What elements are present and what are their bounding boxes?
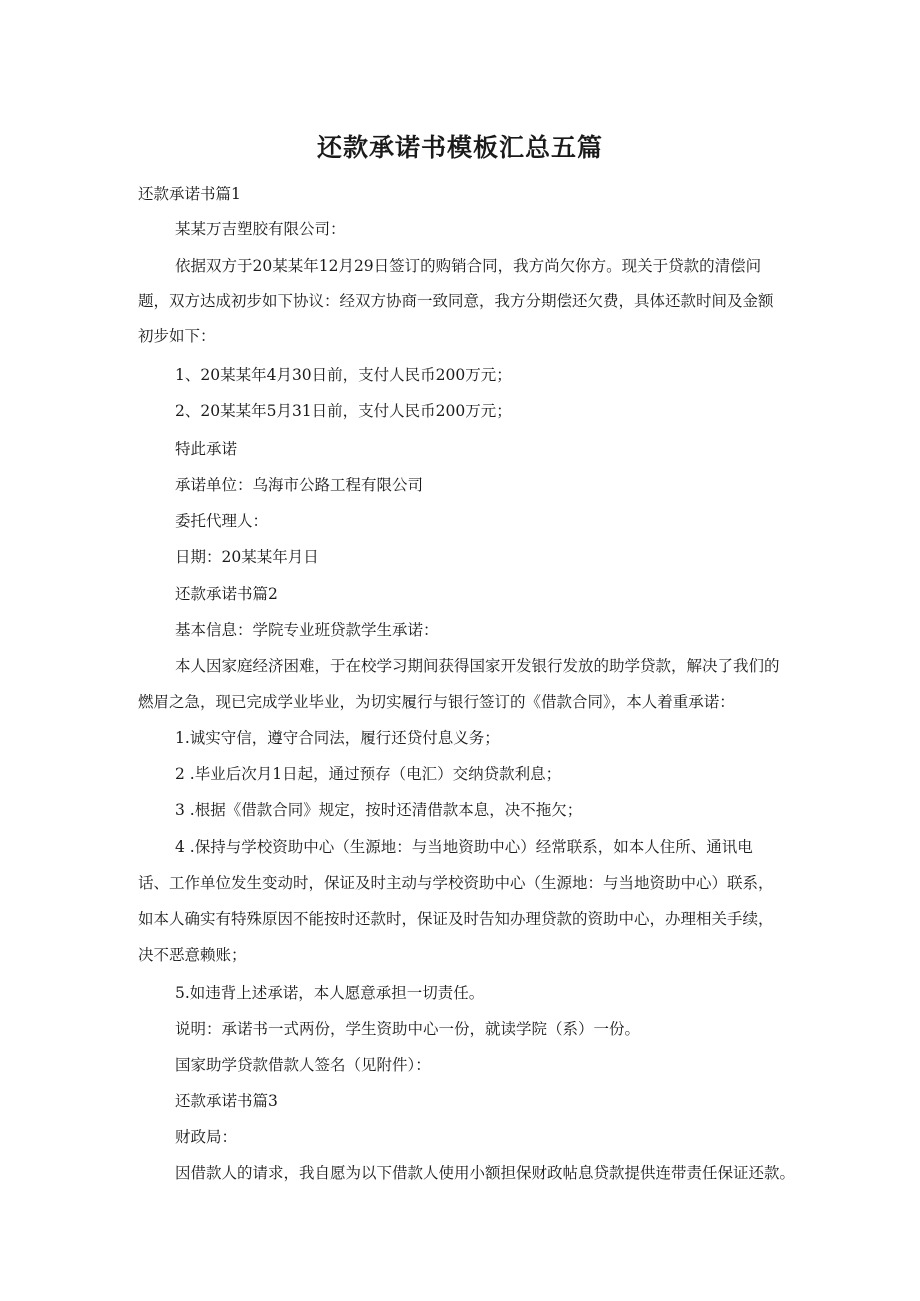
paragraph-line: 本人因家庭经济困难，于在校学习期间获得国家开发银行发放的助学贷款，解决了我们的 — [175, 657, 780, 675]
section-heading-3: 还款承诺书篇3 — [175, 1092, 278, 1110]
paragraph-line: 题，双方达成初步如下协议：经双方协商一致同意，我方分期偿还欠费，具体还款时间及金额 — [138, 292, 774, 310]
list-item: 1、20某某年4月30日前，支付人民币200万元； — [175, 366, 512, 384]
paragraph-line: 委托代理人： — [175, 512, 269, 530]
list-item: 2 .毕业后次月1日起，通过预存（电汇）交纳贷款利息； — [175, 765, 562, 783]
paragraph-line: 特此承诺 — [175, 440, 238, 458]
paragraph-line: 说明：承诺书一式两份，学生资助中心一份，就读学院（系）一份。 — [175, 1020, 641, 1038]
paragraph-line: 国家助学贷款借款人签名（见附件）： — [175, 1056, 431, 1074]
list-item: 3 .根据《借款合同》规定，按时还清借款本息，决不拖欠； — [175, 801, 583, 819]
paragraph-line: 日期：20某某年月日 — [175, 548, 319, 566]
list-item: 4 .保持与学校资助中心（生源地：与当地资助中心）经常联系，如本人住所、通讯电 — [175, 838, 753, 856]
paragraph-line: 燃眉之急，现已完成学业毕业，为切实履行与银行签订的《借款合同》，本人着重承诺： — [138, 693, 735, 711]
list-item: 2、20某某年5月31日前，支付人民币200万元； — [175, 402, 512, 420]
section-heading-2: 还款承诺书篇2 — [175, 585, 278, 603]
paragraph-line: 承诺单位：乌海市公路工程有限公司 — [175, 476, 424, 494]
paragraph-line: 话、工作单位发生变动时，保证及时主动与学校资助中心（生源地：与当地资助中心）联系， — [138, 874, 774, 892]
list-item: 1.诚实守信，遵守合同法，履行还贷付息义务； — [175, 729, 500, 747]
section-heading-1: 还款承诺书篇1 — [138, 185, 241, 203]
paragraph-line: 如本人确实有特殊原因不能按时还款时，保证及时告知办理贷款的资助中心，办理相关手续， — [138, 910, 774, 928]
paragraph-line: 决不恶意赖账； — [138, 946, 247, 964]
paragraph-addressee: 财政局： — [175, 1128, 238, 1146]
paragraph-line: 因借款人的请求，我自愿为以下借款人使用小额担保财政帖息贷款提供连带责任保证还款。 — [175, 1164, 796, 1182]
document-title: 还款承诺书模板汇总五篇 — [316, 133, 603, 162]
list-item: 5.如违背上述承诺，本人愿意承担一切责任。 — [175, 984, 485, 1002]
paragraph-line: 基本信息：学院专业班贷款学生承诺： — [175, 621, 439, 639]
paragraph-line: 依据双方于20某某年12月29日签订的购销合同，我方尚欠你方。现关于贷款的清偿问 — [175, 257, 762, 275]
paragraph-line: 初步如下： — [138, 327, 216, 345]
paragraph-addressee: 某某万吉塑胶有限公司： — [175, 220, 346, 238]
